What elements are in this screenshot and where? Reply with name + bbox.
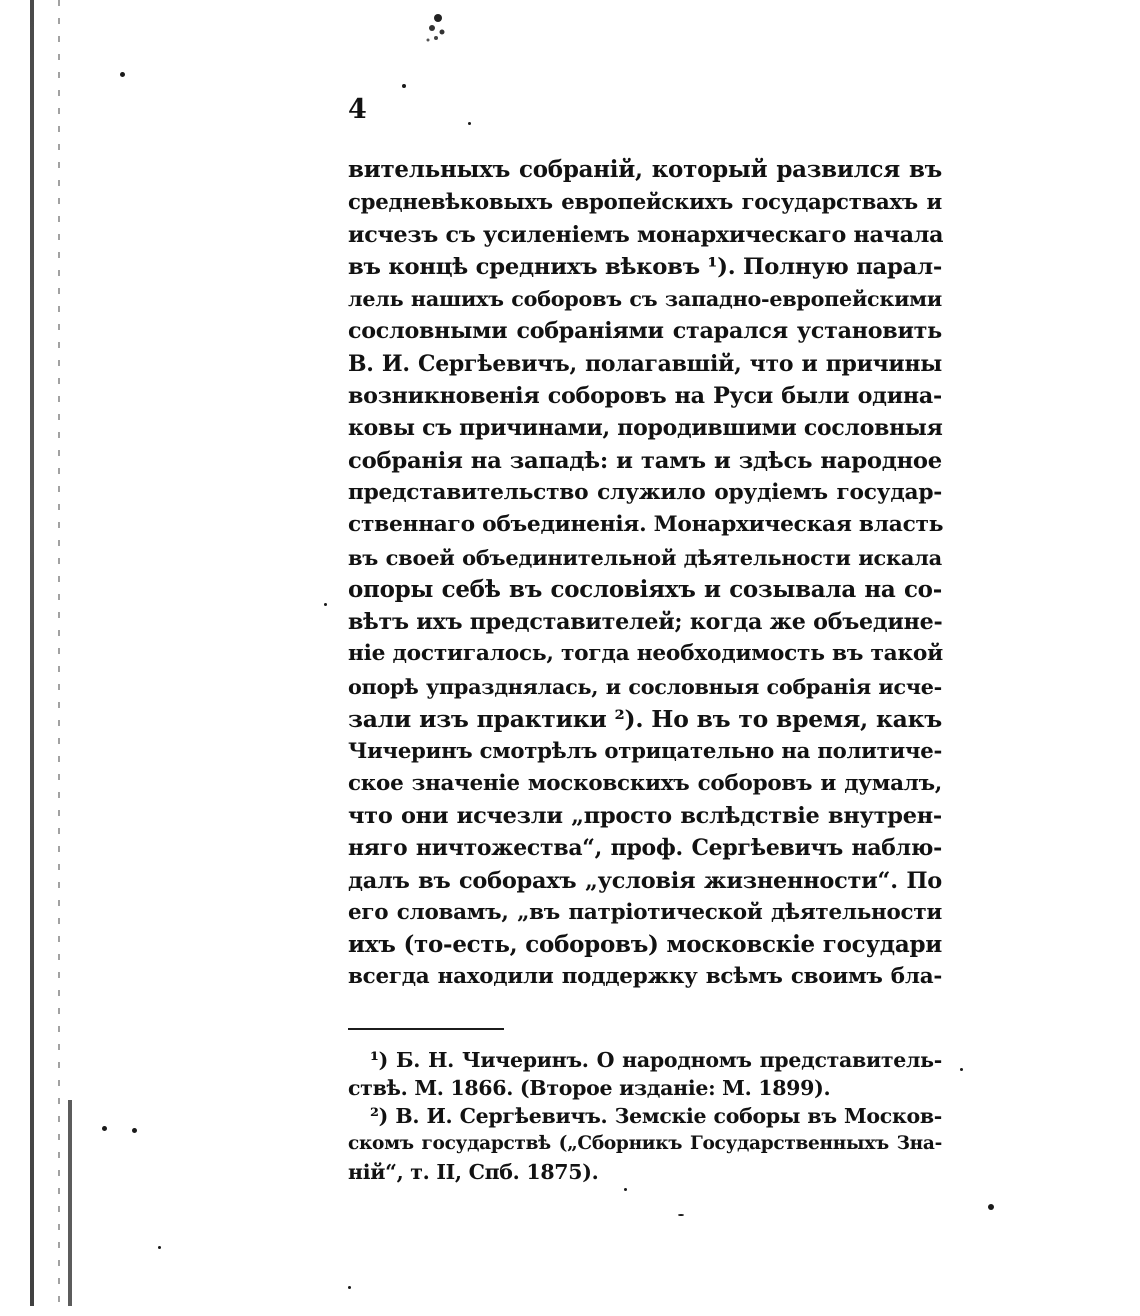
- text-line: его словамъ, „въ патріотической дѣятельности: [348, 899, 942, 925]
- text-line: сословными собраніями старался установить: [348, 318, 942, 345]
- speck: [988, 1204, 994, 1210]
- text-line: исчезъ съ усиленіемъ монархическаго начала: [348, 221, 944, 248]
- text-line: В. И. Сергѣевичъ, полагавшій, что и причины: [348, 350, 942, 377]
- text-line: что они исчезли „просто вслѣдствіе внутрен-: [348, 802, 942, 829]
- page-number: 4: [348, 94, 367, 125]
- speck: [348, 1286, 351, 1289]
- text-line: средневѣковыхъ европейскихъ государствахъ и: [348, 189, 942, 215]
- footnote-2-line: скомъ государствѣ („Сборникъ Государственныхъ Зна-: [348, 1133, 942, 1154]
- text-line: зали изъ практики ²). Но въ то время, какъ: [348, 705, 942, 734]
- footnote-2-line: ній“, т. II, Спб. 1875).: [348, 1160, 599, 1184]
- speck: [402, 84, 406, 88]
- scan-dotted-edge: [58, 0, 60, 1306]
- footnote-1-line: ¹) Б. Н. Чичеринъ. О народномъ представитель-: [370, 1048, 942, 1072]
- text-line: всегда находили поддержку всѣмъ своимъ бла-: [348, 964, 942, 990]
- text-line: ихъ (то-есть, соборовъ) московскіе государи: [348, 931, 942, 959]
- scan-edge-lower: [68, 1100, 72, 1306]
- speck: [102, 1126, 107, 1131]
- speck: [324, 603, 327, 606]
- text-line: опоры себѣ въ сословіяхъ и созывала на со-: [348, 575, 942, 603]
- text-line: Чичеринъ смотрѣлъ отрицательно на политиче-: [348, 738, 942, 764]
- speck: [960, 1068, 963, 1071]
- speck: [132, 1128, 137, 1133]
- text-line: опорѣ упразднялась, и сословныя собранія исче-: [348, 674, 942, 699]
- text-line: вительныхъ собраній, который развился въ: [348, 156, 942, 183]
- speck: [468, 122, 471, 125]
- text-line: возникновенія соборовъ на Руси были одина-: [348, 383, 942, 410]
- scan-left-edge: [30, 0, 34, 1306]
- text-line: въ своей объединительной дѣятельности искала: [348, 544, 942, 570]
- text-line: собранія на западѣ: и тамъ и здѣсь народное: [348, 447, 942, 474]
- footnotes: [348, 1046, 942, 1186]
- footnote-2-line: ²) В. И. Сергѣевичъ. Земскіе соборы въ Москов-: [370, 1104, 942, 1128]
- text-line: далъ въ соборахъ „условія жизненности“. По: [348, 867, 942, 894]
- text-line: ковы съ причинами, породившими сословныя: [348, 415, 943, 442]
- text-line: ское значеніе московскихъ соборовъ и думалъ,: [348, 770, 942, 796]
- body-text: [348, 154, 942, 994]
- speck: [158, 1246, 161, 1249]
- footnote-1-line: ствѣ. М. 1866. (Второе изданіе: М. 1899).: [348, 1076, 831, 1100]
- speck: [624, 1188, 627, 1191]
- text-line: въ концѣ среднихъ вѣковъ ¹). Полную парал-: [348, 253, 942, 280]
- speck: [678, 1214, 684, 1216]
- text-line: няго ничтожества“, проф. Сергѣевичъ наблю-: [348, 835, 942, 862]
- text-line: лель нашихъ соборовъ съ западно-европейскими: [348, 287, 942, 312]
- text-line: ніе достигалось, тогда необходимость въ такой: [348, 641, 943, 667]
- ink-blot: [422, 10, 452, 46]
- text-line: вѣтъ ихъ представителей; когда же объедине-: [348, 609, 943, 636]
- speck: [120, 72, 125, 77]
- text-line: представительство служило орудіемъ государ-: [348, 479, 942, 505]
- text-line: ственнаго объединенія. Монархическая власть: [348, 512, 944, 538]
- footnote-separator: [348, 1028, 504, 1030]
